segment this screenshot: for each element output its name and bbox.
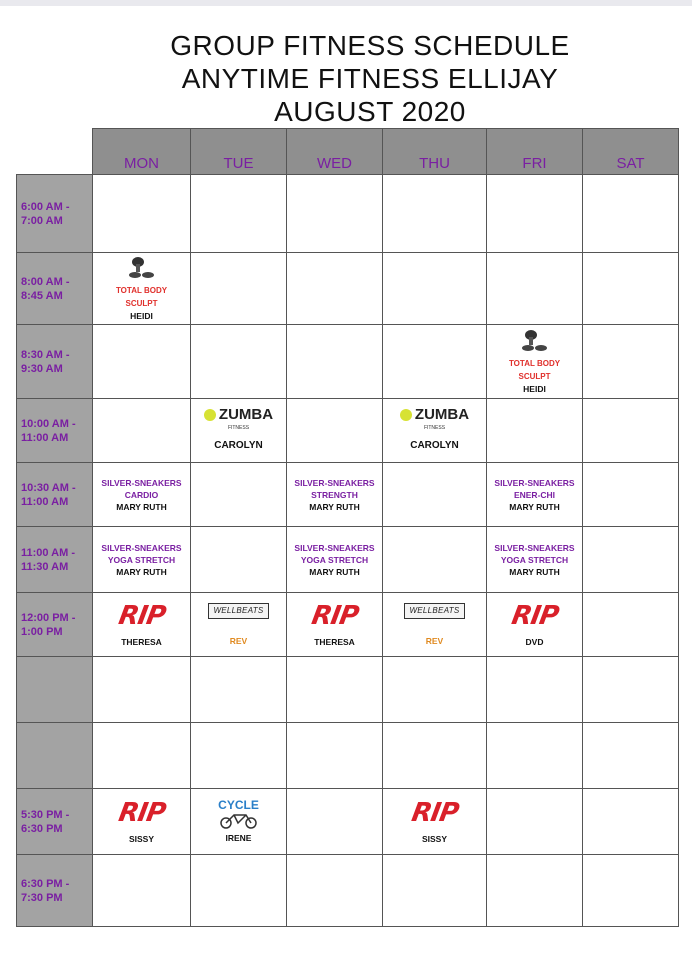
class-cell xyxy=(487,175,583,253)
class-cell-zumba: ZUMBA FITNESS CAROLYN xyxy=(383,399,487,463)
header-corner xyxy=(17,129,93,175)
day-header-thu: THU xyxy=(383,129,487,175)
time-slot xyxy=(17,723,93,789)
schedule-row xyxy=(17,463,679,527)
dumbbell-icon xyxy=(127,255,157,281)
class-cell xyxy=(383,175,487,253)
class-cell xyxy=(93,399,191,463)
time-slot: 8:30 AM - 9:30 AM xyxy=(17,325,93,399)
time-slot: 11:00 AM - 11:30 AM xyxy=(17,527,93,593)
class-cell xyxy=(287,253,383,325)
bike-icon xyxy=(216,811,262,829)
class-cell xyxy=(583,463,679,527)
rip-logo: RIP xyxy=(115,600,168,631)
class-cell xyxy=(383,657,487,723)
class-cell xyxy=(583,325,679,399)
wellbeats-logo: WELLBEATS xyxy=(208,603,268,619)
class-cell xyxy=(287,657,383,723)
rip-logo: RIP xyxy=(508,600,561,631)
schedule-row xyxy=(17,593,679,657)
day-header-tue: TUE xyxy=(191,129,287,175)
class-cell xyxy=(287,723,383,789)
time-slot: 8:00 AM - 8:45 AM xyxy=(17,253,93,325)
class-cell xyxy=(583,593,679,657)
day-header-sat: SAT xyxy=(583,129,679,175)
class-cell-silver-sneakers: SILVER-SNEAKERS YOGA STRETCH MARY RUTH xyxy=(93,527,191,593)
time-slot: 10:00 AM - 11:00 AM xyxy=(17,399,93,463)
class-cell xyxy=(383,463,487,527)
class-cell xyxy=(191,325,287,399)
class-cell xyxy=(487,723,583,789)
class-cell xyxy=(583,399,679,463)
class-cell-silver-sneakers: SILVER-SNEAKERS YOGA STRETCH MARY RUTH xyxy=(487,527,583,593)
rip-logo: RIP xyxy=(115,797,168,828)
class-cell xyxy=(287,789,383,855)
class-cell xyxy=(191,723,287,789)
schedule-month: AUGUST 2020 xyxy=(274,96,466,127)
class-cell-wellbeats: WELLBEATS REV xyxy=(383,593,487,657)
time-slot: 5:30 PM - 6:30 PM xyxy=(17,789,93,855)
class-cell xyxy=(383,253,487,325)
class-cell-silver-sneakers: SILVER-SNEAKERS STRENGTH MARY RUTH xyxy=(287,463,383,527)
class-cell xyxy=(93,657,191,723)
class-cell xyxy=(191,463,287,527)
time-slot: 12:00 PM - 1:00 PM xyxy=(17,593,93,657)
class-cell xyxy=(583,175,679,253)
rip-logo: RIP xyxy=(408,797,461,828)
class-cell xyxy=(93,325,191,399)
class-cell xyxy=(583,855,679,927)
time-slot xyxy=(17,657,93,723)
class-cell-wellbeats: WELLBEATS REV xyxy=(191,593,287,657)
class-cell xyxy=(191,175,287,253)
class-cell-silver-sneakers: SILVER-SNEAKERS YOGA STRETCH MARY RUTH xyxy=(287,527,383,593)
class-cell xyxy=(287,855,383,927)
schedule-row xyxy=(17,657,679,723)
class-cell xyxy=(383,723,487,789)
class-cell xyxy=(487,657,583,723)
class-cell xyxy=(287,175,383,253)
class-cell xyxy=(191,253,287,325)
schedule-row xyxy=(17,527,679,593)
class-cell-zumba: ZUMBA FITNESS CAROLYN xyxy=(191,399,287,463)
class-cell xyxy=(191,855,287,927)
cycle-logo: CYCLE xyxy=(218,798,259,812)
day-header-row xyxy=(17,129,679,175)
class-cell-total-body-sculpt: TOTAL BODY SCULPT HEIDI xyxy=(93,253,191,325)
top-strip xyxy=(0,0,692,6)
class-cell xyxy=(383,855,487,927)
class-cell-silver-sneakers: SILVER-SNEAKERS CARDIO MARY RUTH xyxy=(93,463,191,527)
class-cell xyxy=(287,325,383,399)
class-cell xyxy=(93,855,191,927)
class-cell xyxy=(383,325,487,399)
gym-name: ANYTIME FITNESS ELLIJAY xyxy=(181,63,559,94)
zumba-logo: ZUMBA xyxy=(400,409,469,421)
schedule-row xyxy=(17,399,679,463)
wellbeats-logo: WELLBEATS xyxy=(404,603,464,619)
class-cell xyxy=(93,723,191,789)
class-cell-rip: RIP THERESA xyxy=(287,593,383,657)
class-cell xyxy=(287,399,383,463)
dumbbell-icon xyxy=(520,328,550,354)
day-header-wed: WED xyxy=(287,129,383,175)
class-cell xyxy=(191,657,287,723)
class-cell-silver-sneakers: SILVER-SNEAKERS ENER-CHI MARY RUTH xyxy=(487,463,583,527)
schedule-row xyxy=(17,789,679,855)
schedule-row xyxy=(17,855,679,927)
class-cell xyxy=(583,657,679,723)
class-cell xyxy=(583,789,679,855)
class-cell xyxy=(583,527,679,593)
schedule-row xyxy=(17,175,679,253)
day-header-mon: MON xyxy=(93,129,191,175)
zumba-dot-icon xyxy=(400,409,412,421)
class-cell xyxy=(583,723,679,789)
class-cell xyxy=(383,527,487,593)
class-cell xyxy=(583,253,679,325)
rip-logo: RIP xyxy=(308,600,361,631)
schedule-row xyxy=(17,723,679,789)
class-cell-rip: RIP DVD xyxy=(487,593,583,657)
schedule-row xyxy=(17,253,679,325)
class-cell-rip: RIP SISSY xyxy=(383,789,487,855)
schedule-row xyxy=(17,325,679,399)
class-cell-total-body-sculpt: TOTAL BODY SCULPT HEIDI xyxy=(487,325,583,399)
class-cell xyxy=(93,175,191,253)
class-cell-rip: RIP SISSY xyxy=(93,789,191,855)
day-header-fri: FRI xyxy=(487,129,583,175)
class-cell xyxy=(487,399,583,463)
class-cell-rip: RIP THERESA xyxy=(93,593,191,657)
class-cell-cycle: CYCLE IRENE xyxy=(191,789,287,855)
time-slot: 6:00 AM - 7:00 AM xyxy=(17,175,93,253)
schedule-title: GROUP FITNESS SCHEDULE xyxy=(170,30,570,61)
class-cell xyxy=(487,253,583,325)
schedule-grid xyxy=(16,128,679,927)
zumba-logo: ZUMBA xyxy=(204,409,273,421)
class-cell xyxy=(487,855,583,927)
class-cell xyxy=(191,527,287,593)
time-slot: 6:30 PM - 7:30 PM xyxy=(17,855,93,927)
time-slot: 10:30 AM - 11:00 AM xyxy=(17,463,93,527)
class-cell xyxy=(487,789,583,855)
zumba-dot-icon xyxy=(204,409,216,421)
